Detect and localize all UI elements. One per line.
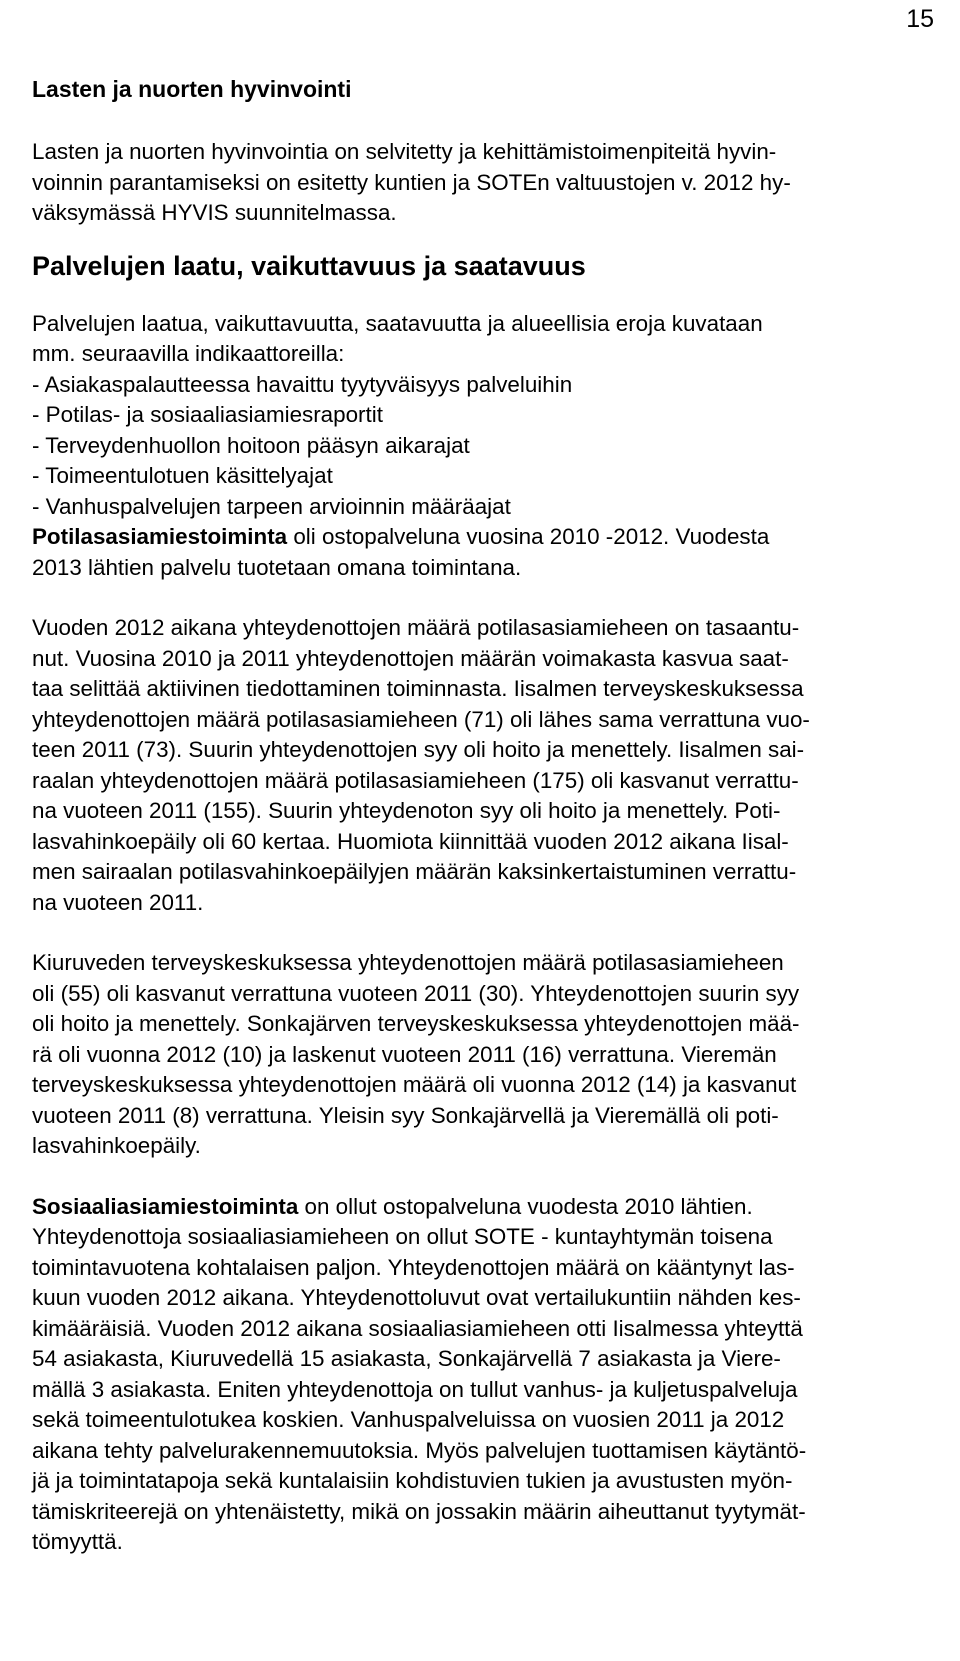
list-item: - Potilas- ja sosiaaliasiamiesraportit	[32, 402, 383, 427]
text-line	[32, 1192, 932, 1223]
text-line	[32, 522, 932, 553]
list-item: - Asiakaspalautteessa havaittu tyytyväisyys palveluihin	[32, 371, 573, 397]
text-line: terveyskeskuksessa yhteydenottojen määrä oli vuonna 2012 (14) ja kasvanut	[32, 1072, 797, 1097]
text-line: mm. seuraavilla indikaattoreilla:	[32, 341, 345, 366]
text-line: toimintavuotena kohtalaisen paljon. Yhteydenottojen määrä on kääntynyt las-	[32, 1254, 795, 1280]
text-line: lasvahinkoepäily.	[32, 1133, 201, 1158]
text-line: raalan yhteydenottojen määrä potilasasiamieheen (175) oli kasvanut verrattu-	[32, 767, 799, 793]
paragraph-hyvinvointi	[32, 137, 932, 229]
text-line: vuoteen 2011 (8) verrattuna. Yleisin syy Sonkajärvellä ja Vieremällä oli poti-	[32, 1102, 779, 1128]
text-line: kimääräisiä. Vuoden 2012 aikana sosiaaliasiamieheen otti Iisalmessa yhteyttä	[32, 1315, 803, 1341]
indicator-list	[32, 370, 932, 523]
bold-term: Sosiaaliasiamiestoiminta	[32, 1193, 299, 1219]
heading-lasten-hyvinvointi: Lasten ja nuorten hyvinvointi	[32, 76, 352, 102]
document-body	[32, 74, 932, 1558]
text-line: teen 2011 (73). Suurin yhteydenottojen syy oli hoito ja menettely. Iisalmen sai-	[32, 737, 805, 762]
list-item: - Toimeentulotuen käsittelyajat	[32, 463, 333, 488]
text-line: Yhteydenottoja sosiaaliasiamieheen on ollut SOTE - kuntayhtymän toisena	[32, 1224, 773, 1249]
text-line: 2013 lähtien palvelu tuotetaan omana toimintana.	[32, 554, 522, 580]
text-line: 54 asiakasta, Kiuruvedellä 15 asiakasta, Sonkajärvellä 7 asiakasta ja Viere-	[32, 1346, 781, 1371]
text-line: aikana tehty palvelurakennemuutoksia. Myös palvelujen tuottamisen käytäntö-	[32, 1437, 807, 1463]
text-line: yhteydenottojen määrä potilasasiamieheen (71) oli lähes sama verrattuna vuo-	[32, 706, 810, 732]
text-line: mällä 3 asiakasta. Eniten yhteydenottoja on tullut vanhus- ja kuljetuspalveluja	[32, 1376, 798, 1402]
text-line: väksymässä HYVIS suunnitelmassa.	[32, 200, 397, 225]
text-fragment: oli ostopalveluna vuosina 2010 -2012. Vuodesta	[287, 524, 770, 549]
text-line: rä oli vuonna 2012 (10) ja laskenut vuoteen 2011 (16) verrattuna. Vieremän	[32, 1041, 777, 1067]
text-line: nut. Vuosina 2010 ja 2011 yhteydenottojen määrän voimakasta kasvua saat-	[32, 645, 789, 671]
page-number: 15	[906, 5, 934, 33]
text-line: sekä toimeentulotukea koskien. Vanhuspalveluissa on vuosien 2011 ja 2012	[32, 1407, 785, 1432]
text-line: tömyyttä.	[32, 1529, 123, 1554]
bold-term: Potilasasiamiestoiminta	[32, 524, 288, 549]
text-line: lasvahinkoepäily oli 60 kertaa. Huomiota kiinnittää vuoden 2012 aikana Iisal-	[32, 828, 789, 854]
list-item: - Vanhuspalvelujen tarpeen arvioinnin määräajat	[32, 493, 511, 519]
list-item: - Terveydenhuollon hoitoon pääsyn aikarajat	[32, 432, 470, 458]
text-line: voinnin parantamiseksi on esitetty kuntien ja SOTEn valtuustojen v. 2012 hy-	[32, 169, 791, 195]
text-line: jä ja toimintatapoja sekä kuntalaisiin kohdistuvien tukien ja avustusten myön-	[32, 1468, 793, 1493]
text-line: kuun vuoden 2012 aikana. Yhteydenottoluvut ovat vertailukuntiin nähden kes-	[32, 1285, 801, 1310]
text-line: na vuoteen 2011.	[32, 889, 204, 915]
text-line: tämiskriteerejä on yhtenäistetty, mikä on jossakin määrin aiheuttanut tyytymät-	[32, 1498, 806, 1524]
paragraph-laatu	[32, 309, 932, 370]
text-line: na vuoteen 2011 (155). Suurin yhteydenoton syy oli hoito ja menettely. Poti-	[32, 798, 781, 823]
paragraph-potilasasiamies	[32, 522, 932, 583]
text-line: taa selittää aktiivinen tiedottaminen toiminnasta. Iisalmen terveyskeskuksessa	[32, 676, 804, 701]
text-line: Palvelujen laatua, vaikuttavuutta, saatavuutta ja alueellisia eroja kuvataan	[32, 310, 763, 336]
text-line: Kiuruveden terveyskeskuksessa yhteydenottojen määrä potilasasiamieheen	[32, 950, 784, 975]
text-fragment: on ollut ostopalveluna vuodesta 2010 lähtien.	[298, 1193, 753, 1219]
text-line: oli (55) oli kasvanut verrattuna vuoteen 2011 (30). Yhteydenottojen suurin syy	[32, 980, 800, 1006]
heading-palvelujen-laatu: Palvelujen laatu, vaikuttavuus ja saatavuus	[32, 250, 586, 281]
text-line: men sairaalan potilasvahinkoepäilyjen määrän kaksinkertaistuminen verrattu-	[32, 859, 797, 884]
text-line: Vuoden 2012 aikana yhteydenottojen määrä potilasasiamieheen on tasaantu-	[32, 615, 800, 640]
text-line: oli hoito ja menettely. Sonkajärven terveyskeskuksessa yhteydenottojen mää-	[32, 1011, 800, 1036]
paragraph-sosiaaliasiamies	[32, 1192, 932, 1558]
text-line: Lasten ja nuorten hyvinvointia on selvitetty ja kehittämistoimenpiteitä hyvin-	[32, 139, 777, 164]
paragraph-vuoden-2012	[32, 613, 932, 918]
paragraph-kiuruvesi	[32, 948, 932, 1162]
